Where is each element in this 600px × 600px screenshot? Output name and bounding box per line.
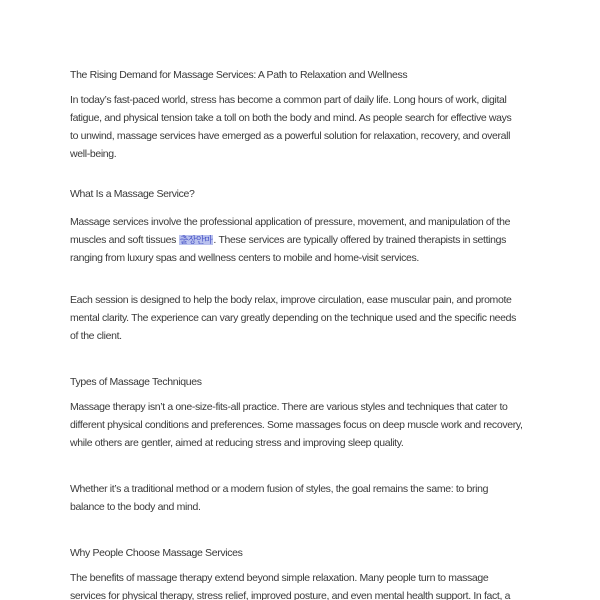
text-segment: services for physical therapy, stress relief, improved posture, and even mental health support. In fact, a: [70, 590, 511, 600]
text-segment: The benefits of massage therapy extend beyond simple relaxation. Many people turn to massage: [70, 572, 489, 584]
text-segment: What Is a Massage Service?: [70, 188, 195, 200]
text-segment: well-being.: [70, 148, 117, 160]
text-segment: muscles and soft tissues: [70, 234, 179, 246]
heading-line: [70, 185, 555, 203]
text-segment: The Rising Demand for Massage Services: A Path to Relaxation and Wellness: [70, 69, 408, 81]
text-line: [70, 309, 555, 327]
benefits-paragraph: [70, 569, 555, 600]
text-segment: mental clarity. The experience can vary greatly depending on the technique used and the specific needs: [70, 312, 517, 324]
text-line: [70, 416, 555, 434]
section-heading-types-of-massage-techniques: [70, 373, 555, 391]
heading-line: [70, 373, 555, 391]
section-heading-what-is-a-massage-service: [70, 185, 555, 203]
text-line: [70, 213, 555, 231]
text-segment: while others are gentler, aimed at reducing stress and improving sleep quality.: [70, 437, 404, 449]
text-line: [70, 91, 555, 109]
text-line: [70, 434, 555, 452]
text-line: [70, 480, 555, 498]
intro-paragraph: [70, 91, 555, 163]
text-line: [70, 327, 555, 345]
text-segment: balance to the body and mind.: [70, 501, 201, 513]
text-line: [70, 145, 555, 163]
text-line: [70, 569, 555, 587]
definition-paragraph: [70, 213, 555, 267]
section-heading-why-people-choose-massage-services: [70, 544, 555, 562]
text-segment: Massage therapy isn’t a one-size-fits-all practice. There are various styles and techniques that cater to: [70, 401, 508, 413]
text-segment: different physical conditions and preferences. Some massages focus on deep muscle work and recovery,: [70, 419, 523, 431]
heading-line: [70, 66, 555, 84]
text-segment: Whether it’s a traditional method or a modern fusion of styles, the goal remains the same: to bring: [70, 483, 489, 495]
text-line: [70, 398, 555, 416]
goal-paragraph: [70, 480, 555, 516]
text-segment: fatigue, and physical tension take a toll on both the body and mind. As people search for effective ways: [70, 112, 512, 124]
text-line: [70, 249, 555, 267]
session-paragraph: [70, 291, 555, 345]
text-line: [70, 587, 555, 600]
text-line: [70, 127, 555, 145]
inline-highlighted-link[interactable]: 출장안마: [179, 235, 213, 245]
text-segment: of the client.: [70, 330, 122, 342]
text-segment: Massage services involve the professional application of pressure, movement, and manipulation of the: [70, 216, 511, 228]
text-segment: to unwind, massage services have emerged as a powerful solution for relaxation, recovery, and overall: [70, 130, 511, 142]
text-line: [70, 231, 555, 249]
article-title: [70, 66, 555, 84]
text-segment: Why People Choose Massage Services: [70, 547, 243, 559]
text-line: [70, 291, 555, 309]
text-line: [70, 109, 555, 127]
text-segment: Types of Massage Techniques: [70, 376, 202, 388]
text-segment: Each session is designed to help the body relax, improve circulation, ease muscular pain, and promote: [70, 294, 512, 306]
text-segment: . These services are typically offered by trained therapists in settings: [213, 234, 507, 246]
text-segment: In today’s fast-paced world, stress has become a common part of daily life. Long hours of work, digital: [70, 94, 507, 106]
heading-line: [70, 544, 555, 562]
text-segment: ranging from luxury spas and wellness centers to mobile and home-visit services.: [70, 252, 420, 264]
techniques-paragraph: [70, 398, 555, 452]
text-line: [70, 498, 555, 516]
